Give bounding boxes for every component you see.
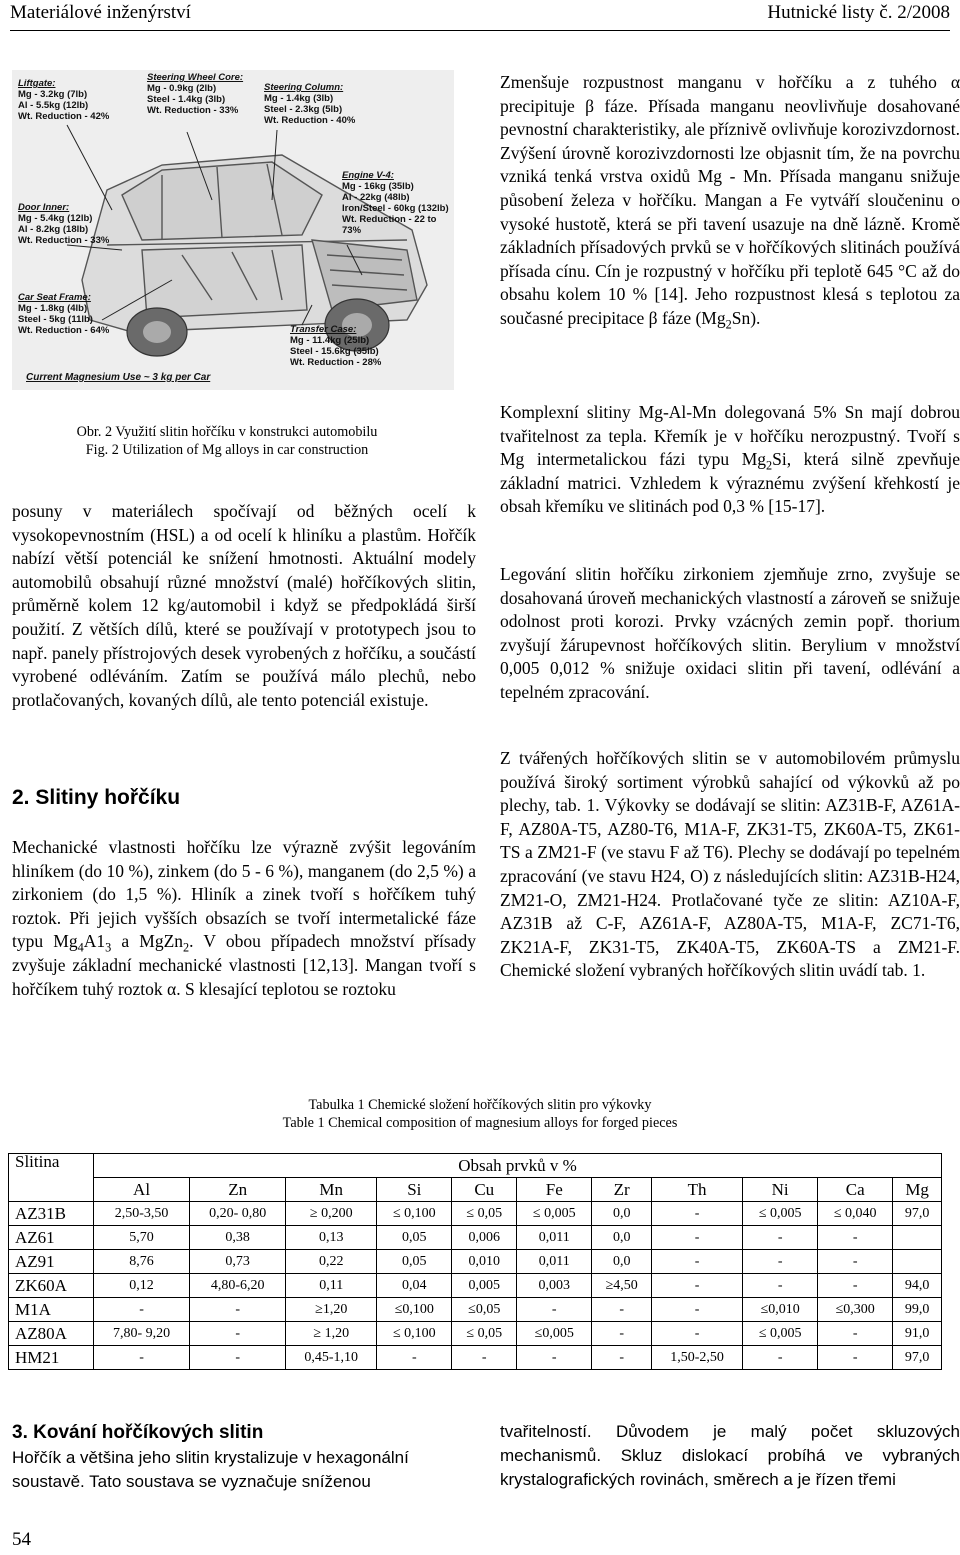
table-cell: 0,003: [517, 1274, 592, 1298]
table-cell: ≥ 1,20: [286, 1322, 377, 1346]
table-cell: 0,05: [377, 1226, 452, 1250]
table-cell: 0,05: [377, 1250, 452, 1274]
table-cell: -: [818, 1322, 893, 1346]
right-paragraph-3: Legování slitin hořčíku zirkoniem zjemňuje zrno, zvyšuje se dosahovaná úroveň mechanických vlastností a zároveň se snižuje odolnost proti korozi. Prvky vzácných zemin popř. thorium zvyšují žárupevnost hořčíkových slitin. Berylium v množství 0,005 0,012 % snižuje oxidaci slitin při tavení, odlévání a tepelném zpracování.: [500, 564, 960, 702]
table-cell-alloy: M1A: [9, 1298, 94, 1322]
table-cell: [893, 1250, 942, 1274]
section-2-heading: 2. Slitiny hořčíku: [12, 786, 181, 809]
table-cell: ≥1,20: [286, 1298, 377, 1322]
table-header-element: Si: [377, 1178, 452, 1202]
page-number: 54: [12, 1529, 31, 1550]
label-steering-column: Steering Column: Mg - 1.4kg (3lb) Steel - 2.3kg (5lb) Wt. Reduction - 40%: [264, 82, 356, 126]
table-cell: 97,0: [893, 1346, 942, 1370]
table-cell: -: [652, 1226, 743, 1250]
label-door-inner: Door Inner: Mg - 5.4kg (12lb) Al - 8.2kg (18lb) Wt. Reduction - 33%: [18, 202, 110, 246]
table-cell: ≤0,005: [517, 1322, 592, 1346]
car-figure: [12, 70, 454, 390]
table-cell: ≤ 0,05: [452, 1202, 517, 1226]
table-cell: ≤ 0,005: [743, 1322, 818, 1346]
right-paragraph-1: Zmenšuje rozpustnost manganu v hořčíku a z tuhého α precipituje β fáze. Přísada manganu neovlivňuje dosahované pevnostní charakteristiky, ale příznivě ovlivňuje korozivzdornost. Zvýšení úrovně korozivzdornosti lze objasnit tím, že na povrchu vzniká tenká vrstva oxidů Mg - Mn. Přísada manganu snižuje působení železa v hořčíku. Mangan a Fe vytváří sloučeninu o vysoké hustotě, která se při tavení usazuje na dně lázně. Kromě základních přísadových prvků se v hořčíkových slitinách používá přísada cínu. Cín je rozpustný v hořčíku při teplotě 645 °C až do obsahu kolem 10 % [14]. Jeho rozpustnost klesá s teplotou za současné precipitace β fáze $(Mg_2Sn)$.: [500, 72, 960, 332]
table-cell: 0,45-1,10: [286, 1346, 377, 1370]
figure-caption-en: Fig. 2 Utilization of Mg alloys in car construction: [85, 442, 369, 458]
table-cell: -: [652, 1250, 743, 1274]
section-3-heading: 3. Kování hořčíkových slitin: [12, 1422, 264, 1443]
table-cell-alloy: HM21: [9, 1346, 94, 1370]
table-header-element: Th: [652, 1178, 743, 1202]
table-row: [9, 1250, 942, 1274]
table-cell: 0,0: [592, 1226, 652, 1250]
table-header-element: Fe: [517, 1178, 592, 1202]
table-header-element: Al: [94, 1178, 190, 1202]
table-header-element: Mg: [893, 1178, 942, 1202]
table-cell: -: [652, 1298, 743, 1322]
table-header-element: Ni: [743, 1178, 818, 1202]
table-cell: 0,12: [94, 1274, 190, 1298]
table-cell: ≤ 0,005: [743, 1202, 818, 1226]
table-cell: 0,005: [452, 1274, 517, 1298]
table-cell: ≤ 0,040: [818, 1202, 893, 1226]
table-cell: 5,70: [94, 1226, 190, 1250]
table-row: [9, 1274, 942, 1298]
table-element-row: [9, 1178, 942, 1202]
table-cell: 0,0: [592, 1250, 652, 1274]
table-cell: ≤ 0,100: [377, 1322, 452, 1346]
table-cell-alloy: AZ80A: [9, 1322, 94, 1346]
table-cell: -: [190, 1298, 286, 1322]
table-cell: -: [743, 1346, 818, 1370]
table-cell: -: [592, 1298, 652, 1322]
table-cell: ≤ 0,005: [517, 1202, 592, 1226]
table-cell: -: [818, 1250, 893, 1274]
table-cell: 4,80-6,20: [190, 1274, 286, 1298]
label-magnesium-usage: Current Magnesium Use ~ 3 kg per Car: [26, 372, 211, 383]
table-cell: 0,20- 0,80: [190, 1202, 286, 1226]
table-cell: 91,0: [893, 1322, 942, 1346]
table-header-element: Cu: [452, 1178, 517, 1202]
table-cell: ≤0,300: [818, 1298, 893, 1322]
table-cell: 94,0: [893, 1274, 942, 1298]
right-paragraph-2: Komplexní slitiny Mg-Al-Mn dolegovaná 5% Sn mají dobrou tvařitelnost za tepla. Křemík je v hořčíku nerozpustný. Tvoří s Mg intermetalickou fázi typu $Mg_2Si$, která silně zpevňuje základní matrici. Vzhledem k výraznému zvýšení křehkostí je obsah křemíku ve slitinách pod 0,3 % [15-17].: [500, 402, 960, 517]
left-paragraph-1: posuny v materiálech spočívají od běžných ocelí k vysokopevnostním (HSL) a od ocelí k hliníku a plastům. Hořčík nabízí větší potenciál ke snížení hmotnosti. Aktuální modely automobilů obsahují různé množství (malé) hořčíkových slitin, průměrně kolem 12 kg/automobil i když se předpokládá širší použití. Z větších dílů, které se používají v prototypech jsou to např. panely přístrojových desek vyrobených z hořčíku, a součástí vyrobené odléváním. Zatím se používá málo plechů, nebo protlačovaných, kovaných dílů, ale tento potenciál existuje.: [12, 501, 476, 710]
table-cell: -: [743, 1250, 818, 1274]
table-cell: 0,011: [517, 1226, 592, 1250]
label-seat-frame: Car Seat Frame: Mg - 1.8kg (4lb) Steel - 5kg (11lb) Wt. Reduction - 64%: [18, 292, 110, 336]
table-cell: ≥ 0,200: [286, 1202, 377, 1226]
table-cell: -: [517, 1346, 592, 1370]
table-cell-alloy: ZK60A: [9, 1274, 94, 1298]
table-cell: ≤ 0,05: [452, 1322, 517, 1346]
table-cell: -: [652, 1274, 743, 1298]
header-journal-issue: Hutnické listy č. 2/2008: [767, 2, 950, 23]
table-row: [9, 1322, 942, 1346]
table-cell: ≤0,100: [377, 1298, 452, 1322]
label-engine: Engine V-4: Mg - 16kg (35lb) Al - 22kg (48lb) Iron/Steel - 60kg (132lb) Wt. Reduction - 22 to 73%: [342, 170, 449, 236]
table-header-element: Zn: [190, 1178, 286, 1202]
label-transfer-case: Transfer Case: Mg - 11.4kg (25lb) Steel - 15.6kg (35lb) Wt. Reduction - 28%: [290, 324, 382, 368]
label-liftgate: Liftgate: Mg - 3.2kg (7lb) Al - 5.5kg (12lb) Wt. Reduction - 42%: [18, 78, 110, 122]
table-cell: -: [818, 1346, 893, 1370]
table-cell: 0,38: [190, 1226, 286, 1250]
table-cell: -: [94, 1298, 190, 1322]
section-3-right-text: tvařitelností. Důvodem je malý počet skluzových mechanismů. Skluz dislokací probíhá ve vybraných krystalografických rovinách, směrech a je řízen třemi: [500, 1422, 960, 1489]
table-cell: 2,50-3,50: [94, 1202, 190, 1226]
table-cell: -: [452, 1346, 517, 1370]
table-row: [9, 1226, 942, 1250]
table-cell: -: [818, 1226, 893, 1250]
left-paragraph-2: Mechanické vlastnosti hořčíku lze výrazně zvýšit legováním hliníkem (do 10 %), zinkem (do 5 - 6 %), manganem (do 2,5 %) a zirkoniem (do 1,5 %). Hliník a zinek tvoří s hořčíkem tuhý roztok. Při jejich vyšších obsazích se tvoří intermetalické fáze typu $Mg_4A1_3$ a MgZn$_2$. V obou případech množství přísady zvyšuje základní mechanické vlastnosti [12,13]. Mangan tvoří s hořčíkem tuhý roztok α. S klesající teplotou se roztoku: [12, 837, 476, 999]
table-cell: 7,80- 9,20: [94, 1322, 190, 1346]
table-header-group: Obsah prvků v %: [94, 1154, 942, 1178]
table-caption-en: Table 1 Chemical composition of magnesium alloys for forged pieces: [282, 1115, 678, 1131]
table-cell-alloy: AZ91: [9, 1250, 94, 1274]
table-cell: ≤0,05: [452, 1298, 517, 1322]
table-cell: -: [743, 1226, 818, 1250]
table-cell: 99,0: [893, 1298, 942, 1322]
table-cell-alloy: AZ31B: [9, 1202, 94, 1226]
table-cell: 0,73: [190, 1250, 286, 1274]
table-cell: -: [190, 1322, 286, 1346]
table-cell-alloy: AZ61: [9, 1226, 94, 1250]
table-row: [9, 1298, 942, 1322]
table-cell: 0,011: [517, 1250, 592, 1274]
table-cell: -: [190, 1346, 286, 1370]
table-header-row: [9, 1154, 942, 1178]
table-row: [9, 1202, 942, 1226]
table-cell: [893, 1226, 942, 1250]
table-cell: -: [94, 1346, 190, 1370]
table-cell: -: [818, 1274, 893, 1298]
table-cell: 97,0: [893, 1202, 942, 1226]
table-header-element: Zr: [592, 1178, 652, 1202]
table-cell: -: [592, 1346, 652, 1370]
header-journal-section: Materiálové inženýrství: [10, 2, 191, 23]
table-cell: 0,006: [452, 1226, 517, 1250]
table-header-element: Ca: [818, 1178, 893, 1202]
label-steering-wheel: Steering Wheel Core: Mg - 0.9kg (2lb) Steel - 1.4kg (3lb) Wt. Reduction - 33%: [147, 72, 244, 116]
table-cell: 0,11: [286, 1274, 377, 1298]
table-cell: 8,76: [94, 1250, 190, 1274]
table-cell: 1,50-2,50: [652, 1346, 743, 1370]
table-header-alloy: Slitina: [9, 1154, 94, 1202]
table-cell: -: [652, 1202, 743, 1226]
table-cell: 0,0: [592, 1202, 652, 1226]
right-paragraph-4: Z tvářených hořčíkových slitin se v automobilovém průmyslu používá široký sortiment výrobků sahající od výkovků až po plechy, tab. 1. Výkovky se dodávají se slitin: AZ31B-F, AZ61A-F, AZ80A-T5, AZ80-T6, M1A-F, ZK31-T5, ZK60A-T5, ZK61-TS a ZM21-F (ve stavu F až T6). Plechy se dodávají po tepelném zpracování (ve stavu H24, O) z následujících slitin: AZ31B-H24, ZM21-O, ZM21-H24. Protlačované tyče ze slitin: AZ10A-F, AZ31B až C-F, AZ61A-F, AZ80A-T5, M1A-F, ZC71-T6, ZK21A-F, ZK31-T5, ZK40A-T5, ZK60A-TS a ZM21-F. Chemické složení vybraných hořčíkových slitin uvádí tab. 1.: [500, 748, 960, 981]
table-cell: 0,22: [286, 1250, 377, 1274]
table-cell: 0,13: [286, 1226, 377, 1250]
composition-table: [8, 1153, 942, 1370]
table-cell: -: [592, 1322, 652, 1346]
table-cell: -: [377, 1346, 452, 1370]
table-row: [9, 1346, 942, 1370]
table-cell: ≤0,010: [743, 1298, 818, 1322]
table-cell: -: [517, 1298, 592, 1322]
table-header-element: Mn: [286, 1178, 377, 1202]
table-cell: -: [652, 1322, 743, 1346]
table-cell: -: [743, 1274, 818, 1298]
section-3-left-text: Hořčík a většina jeho slitin krystalizuje v hexagonální soustavě. Tato soustava se vyznačuje sníženou: [12, 1448, 409, 1491]
table-caption-cz: Tabulka 1 Chemické složení hořčíkových slitin pro výkovky: [308, 1097, 652, 1113]
table-cell: ≤ 0,100: [377, 1202, 452, 1226]
header-rule: [10, 30, 950, 31]
table-cell: 0,04: [377, 1274, 452, 1298]
table-cell: ≥4,50: [592, 1274, 652, 1298]
table-cell: 0,010: [452, 1250, 517, 1274]
figure-caption-cz: Obr. 2 Využití slitin hořčíku v konstrukci automobilu: [76, 424, 378, 440]
